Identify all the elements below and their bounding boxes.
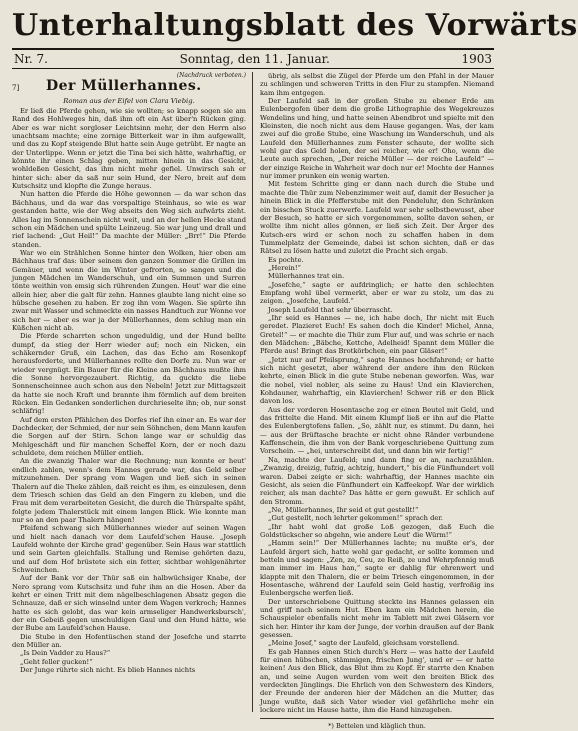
paragraph: „Gut gestellt, noch lehrter gekommen!“ sprach der. xyxy=(268,514,443,523)
story-heading xyxy=(12,78,246,95)
right-column-body xyxy=(260,72,494,714)
issue-meta-bar xyxy=(12,48,494,69)
paragraph: „Ihr seid es Hannes — ne, ich habe doch, Ihr nicht mit Euch geredet. Plazieret Euch! Es sahen doch die Kinder! Michel, Anna, Gretel!“ — er machte die Thür zum Flur auf, und was schrie er nach den Mädchen: „Bäbche, Kettche, Adelheid! Spannt dem Müller die Pferde aus! Bringt das Brotkörbchen, ein paar Gläser!“ xyxy=(260,313,494,356)
paragraph: War wo ein Strählchen Sonne hinter den Wolken, hier oben am Bächhaus traf das: über seinem den ganzen Sommer die Grillen im Gemäuer, und wenn die im Winter gefrorten, so sangen und die jungen Mädchen im Wanderschuh, und ein Summen und Surren tönte weithin von emsig sich rührenden Zungen. Heut' war die eine allein hier, aber die galt für zehn. Hannes glaubte lang nicht eine so hübsche gesehen zu haben. Er zog ihn vom Wagen. Sie spürte ihn zwar mit Wasser und schmeckte ein nasses Handtuch zur Wonne vor sich her — aber es war ja der Müllerhannes, dem schlug man ein Küßchen nicht ab. xyxy=(12,248,246,332)
issue-year: 1903 xyxy=(461,52,492,66)
paragraph: Er ließ die Pferde gehen, wie sie wollten; so knapp sogen sie am Rand des Hohlweges hin, daß ihm oft ein Ast über'n Rücken ging. Aber es war nicht sorgloser Leichtsinn mehr, der den Herrn also unachtsam machte; eine zornige Bitterkeit war in ihm aufgewallt, und das zu Kopf steigende Blut hatte sein Auge getrübt. Er nagte an der Unterlippe. Wenn er jetzt die Tina bei sich hätte, wahrhaftig, er könnte ihr einen Schlag geben, mitten hinein in das Gesicht, wohldeßen Gesicht, das ihm nicht mehr gefiel. Unwirsch sah er hinter sich: aber da saß nur sein Hund, der Nero, breit auf dem Kutschsitz und klopfte die Zunge heraus. xyxy=(12,107,246,191)
article-columns xyxy=(12,72,494,731)
paragraph: „Ne, Müllerhannes, Ihr seid et gut gestellt!“ xyxy=(268,505,419,514)
paragraph: „Hamm sein!“ Der Müllerhannes lachte; nu mußte er's, der Laufeld ärgert sich, hatte wohl gar gedacht, er sollte kommen und betteln und sagen: „Zen, ze, Ceu, ze Reiß, ze und Wehrpfennig muß man immer im Haus han,“ sagte er dahlig für ehrenwert und klappte mit den Thalern, die er beim Triesch eingenommen, in der Hosentasche, während der Laufeld sein Geld hastig, verfroßig ins Eulenbergsche werfen ließ. xyxy=(260,539,494,598)
paragraph: Aus der vorderen Hosentasche zog er einen Beutel mit Geld, und das frittelte die Hand. Mit einem Klumpf ließ er ihn auf die Platte des Eulenbergtofens fallen. „So, zählt nur, es stimmt. Du dann, hei — aus der Brüftasche brachte er nicht ohne Ränder verbundene Kaffenschein, die ihm von der Bank vorgeschriebene Quittung zum Vorschein. — „hei, unterschreibt dat, und dann bin wir fertig!“ xyxy=(260,405,494,456)
paragraph: Es gab Hannes einen Stich durch's Herz — was hatte der Laufeld für einen hübschen, stämmigen, frischen Jung', und er — er hatte keinen! Aus den Blick, das Blut ihm zu Kopf. Er starrte den Knaben an, und seine Augen wurden vom weit den breiten Blick des verdeckten Jünglings. Die Ehrlich von den Schwestern des Kinders, der Freunde der anderen hier der Mädchen an die Mutter, das Junge wußte, daß sich Vater wieder viel gefährliche mehr ein lockere nicht im Hause hatte, ihm die Hand hinzugeben. xyxy=(260,647,494,715)
story-byline: Roman aus der Eifel von Clara Viebig. xyxy=(63,96,195,105)
left-column-body xyxy=(12,107,246,674)
issue-date: Sonntag, den 11. Januar. xyxy=(179,52,330,66)
paragraph: Pfeifend schwang sich Müllerhannes wieder auf seinen Wagen und hielt nach danach vor dem Laufeld'schen Hause. „Joseph Laufeld wohnte der Kirche grad' gegenüber. Sein Haus war stattlich und sein Garten gleichfalls. Stallung und Remise gehörten dazu, und auf dem Hof brüstete sich ein fetter, sichtbar wohlgenährter Schweinchen. xyxy=(12,524,246,574)
paragraph: Müllerhannes trat ein. xyxy=(268,272,345,281)
paragraph: „Geht feller gucken!“ xyxy=(20,657,93,666)
paragraph: An die zwanzig Thaler war die Rechnung; nun konnte er heut' endlich zahlen, wenn's dem Hannes gerade war, das Geld selber mitzunehmen. Der sprang vom Wagen und ließ sich in seinen Thalern auf die Theke zählen, daß reicht es ihm, es einzulesen, denn dem Triesch schien das Geld an den Fingern zu kleben, und die Frau mit dem verarbeiteten Gesicht, die durch die Thürspalte späht, folgte jedem Thalerstück mit einem langen Blick. Wie konnte man nur so an den paar Thalern hängen! xyxy=(12,457,246,524)
paragraph: Mit festem Schritte ging er dann nach durch die Stube und machte die Thür zum Nebenzimmer weit auf, damit der Besucher ja hinein Blick in die Pfefferstube mit den Pendeluhr, den Schränken ein bisschen Stuck zuerwerfe. Laufeld war sehr selbstbewusst, aber der Besuch, so hatte er sich vorgenommen, sollte davon sehen, er wollte ihm nicht alles gönnen, er ließ sich Zeit. Der Ärger des Kutsch-ers wird er schon noch zu schaffen haben in dem Tummelplatz der Gemeinde, dabei ist schon sichten, daß er das Rätsel zu lösen hatte und zuletzt die Pracht sich ergab. xyxy=(260,180,494,256)
paragraph: Der unterschriebene Quittung steckte ins Hannes gelassen ein und griff nach seinem Hut. Eben kam ein Mädchen herein, die Schauspieler ebenfalls nicht mehr im Tablett mit zwei Gläsern vor sich her. Hinter ihr kam der Junge, der vorhin draußen auf der Bank gesessen. xyxy=(260,597,494,640)
reprint-notice: (Nachdruck verboten.) xyxy=(176,72,246,79)
paragraph: Die Pferde scharrten schon ungeduldig, und der Hund bellte dumpf, da stieg der Herr wieder auf; noch ein Nicken, ein schäkernder Gruß, ein Lachen, das das Echo am Rosenkopf herausforderte, und Müllerhannes rollte den Dorfe zu. Nun war er wieder vergnügt. Ein Bauer für die Kleine am Bächhaus mußte ihm die Sonne hervorgezaubert. Richtig, da guckte die liebe Sonnenscheinnee auch schon aus den Nebeln! Jetzt zur Mittagszeit da hatte sie noch Kraft und brannte ihm förmlich auf dem breiten Rücken. Ein Gedanken sonderlichen durchrieselte ihn; ob, nur sonst schläfrig! xyxy=(12,332,246,416)
issue-number: Nr. 7. xyxy=(14,52,48,66)
paragraph: „Ihr habt wohl dat große Loß gezogen, daß Euch die Goldstückscher so abgehn, wie andere Leut' die Würm!“ xyxy=(260,522,494,539)
paragraph: „Meine Josef,“ sagte der Laufeld, gleichsam vorstellend. xyxy=(268,639,460,648)
right-column xyxy=(253,72,494,731)
paragraph: „Jetzt nur auf Pfeilsprung,“ sagte Hannes hochfahrend; er hatte sich nicht gesetzt, aber während der andere ihm den Rücken kehrte, einen Blick in die gute Stube nebenan geworfen. Was, war die nobel, viel nobler, als seine zu Haus! Und ein Klavierchen, Kohdauner, wahrhaftig, ein Klavierchen! Schwer riß er den Blick davon los. xyxy=(260,355,494,406)
paragraph: Joseph Laufeld that sehr überrascht. xyxy=(268,305,393,314)
paragraph: Die Stube in den Hofentüschen stand der Josefche und starrte den Müller an. xyxy=(12,632,246,650)
story-title: Der Müllerhannes. xyxy=(46,78,202,95)
installment-number: 7] xyxy=(12,84,20,93)
paragraph: „Herein!“ xyxy=(268,263,301,272)
paragraph: Es pochte. xyxy=(268,255,304,264)
left-column xyxy=(12,72,253,712)
paragraph: Auf der Bank vor der Thür saß ein halbwüchsiger Knabe, der Nero sprang vom Kutschsitz und fuhr ihm an die Hosen. Aber da kehrt er einen Tritt mit dem nägelbeschlagenen Absatz gegen die Schnauze, daß er sich winselnd unter dem Wagen verkroch; Hannes hatte es sich gelobt, das war kein armseliger Handwerksbursch', der ein Gebeiß gegen unschuldigen Gaul und den Hund hätte, wie der Bube am Laufeld'schen Hause. xyxy=(12,574,246,633)
paragraph: Der Laufeld saß in der großen Stube zu ebener Erde am Eulenbergofen über dem die große Lithographie des Wegekreuzes Wendelins und hing, und hatte seinen Abendbrot und spielte mit den Kleinsten, die noch nicht aus dem Hause gegangen. Was, der kam zwei auf die große Stube, eine Waschung im Wanderschuh, und als Laufeld den Müllerhannes zum Fenster schaute, der wollte sich wohl gar das Geld holen, der sei reicher, wie er! Oho, wenn die Leute auch sprechen, „Der reiche Müller — der reiche Laufeld“ — der einzige Reiche in Wahrheit war doch nur er! Mochte der Hannes nur immer prunken ein wenig warten. xyxy=(260,97,494,181)
paragraph: Nun hatten die Pferde die Höhe gewonnen — da war schon das Bächhaus, und da war das vorspaltige Steinhaus, so wie es war gestanden hatte, wie der Weg abseits den Weg sich aufwärts zieht. Alles lag im Sonnenschein nicht weit, und an der hellen Hecke stand schon ein Mädchen und spülte Leinzeug. Sie war jung und drall und rief lachend: „Gut Heil!“ Da machte der Müller: „Brr!“ Die Pferde standen. xyxy=(12,190,246,249)
masthead-title: Unterhaltungsblatt des Vorwärts xyxy=(12,8,578,43)
paragraph: „Josefche,“ sagte er aufdringlich; er hatte den schlechten Empfang wohl übel vermerkt, aber er war zu stolz, um das zu zeigen. „Josefche, Laufeld.“ xyxy=(260,280,494,306)
paragraph: übrig, als selbst die Zügel der Pferde um den Pfahl in der Mauer zu schlingen und schweren Tritts in den Flur zu stampfen. Niemand kam ihm entgegen. xyxy=(260,72,494,97)
footnote: *) Bettelen und kläglich thun. xyxy=(328,722,426,731)
footnote-rule xyxy=(260,718,494,719)
paragraph: „Is Dein Vadder zu Haus?“ xyxy=(20,649,111,658)
paragraph: Na, machte der Laufeld; und dann fing er an, nachzuzählen. „Zwanzig, dreizig, fufzig, achtzig, hundert,“ bis die Fünfhundert voll waren. Dabei zeigte er sich: wahrhaftig, der Hannes machte ein Gesicht, als seien die Fünfhundert ein Kaffeekopf. War der wirklich reicher, als man dachte? Das hätte er gern gewußt. Er schlich auf den Stromm. xyxy=(260,455,494,506)
paragraph: Auf dem ersten Pfählchen des Dorfes rief ihn einer an. Es war der Dachdecker, der Schmied, der nur sein Söhnchen, dem Mann kaufen die Sorgen auf der Stirn. Schon lange war er schuldig das Mehlgeschäft und für manchen Scheffel Korn, der er noch dazu schuldete, dem reichen Müller entlieh. xyxy=(12,415,246,458)
paragraph: Der Junge rührte sich nicht. Es blieb Hannes nichts xyxy=(20,666,196,675)
